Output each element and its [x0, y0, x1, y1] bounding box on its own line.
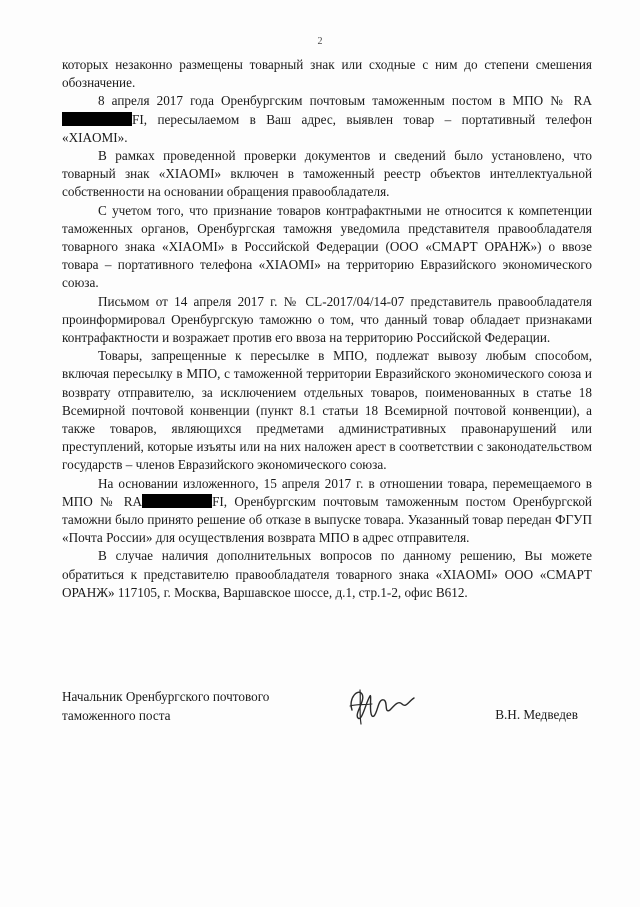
signatory-title-line-1: Начальник Оренбургского почтового: [62, 689, 270, 704]
paragraph-2-before: 8 апреля 2017 года Оренбургским почтовым таможенным постом в МПО № RA: [98, 93, 592, 109]
redaction-box: [142, 494, 212, 508]
letter-body: [62, 56, 592, 602]
paragraph-2: [62, 92, 592, 147]
paragraph-6: Товары, запрещенные к пересылке в МПО, подлежат вывозу любым способом, включая пересылку в МПО, с таможенной территории Евразийского экономического союза и возврату отправителю, за исключением отдельных товаров, поименованных в статье 18 Всемирной почтовой конвенции (пункт 8.1 статьи 18 Всемирной почтовой конвенции), а также товаров, являющихся предметами административных правонарушений или преступлений, которые изъяты или на них наложен арест в соответствии с законодательством государств – членов Евразийского экономического союза.: [62, 348, 592, 473]
paragraph-3: В рамках проведенной проверки документов и сведений было установлено, что товарный знак «XIAOMI» включен в таможенный реестр объектов интеллектуальной собственности на основании обращения правообладателя.: [62, 148, 592, 200]
paragraph-8: В случае наличия дополнительных вопросов по данному решению, Вы можете обратиться к представителю правообладателя товарного знака «XIAOMI» ООО «СМАРТ ОРАНЖ» 117105, г. Москва, Варшавское шоссе, д.1, стр.1-2, офис В612.: [62, 548, 592, 600]
signatory-name: В.Н. Медведев: [495, 707, 578, 722]
paragraph-4: С учетом того, что признание товаров контрафактными не относится к компетенции таможенных органов, Оренбургская таможня уведомила представителя правообладателя товарного знака «XIAOMI» в Российской Федерации (ООО «СМАРТ ОРАНЖ») о ввозе товара – портативного телефона «XIAOMI» на территорию Евразийского экономического союза.: [62, 202, 592, 291]
paragraph-7-before: На основании изложенного, 15 апреля 2017 г. в отношении товара, перемещаемого в МПО № RA: [62, 475, 592, 509]
paragraph-5: Письмом от 14 апреля 2017 г. № CL-2017/04/14-07 представитель правообладателя проинформировал Оренбургскую таможню о том, что данный товар обладает признаками контрафактности и возражает против его ввоза на территорию Российской Федерации.: [62, 293, 592, 346]
signatory-title-line-2: таможенного поста: [62, 707, 171, 723]
paragraph-7: [62, 475, 592, 548]
paragraph-2-after: FI, пересылаемом в Ваш адрес, выявлен товар – портативный телефон «XIAOMI».: [62, 111, 592, 145]
redaction-box: [62, 112, 132, 126]
signatory-title: [62, 688, 269, 725]
signature-block: [62, 688, 592, 748]
handwritten-signature-icon: [344, 680, 422, 728]
page-number: 2: [317, 36, 323, 47]
paragraph-7-after: FI, Оренбургским почтовым таможенным постом Оренбургской таможни было принято решение об отказе в выпуске товара. Указанный товар передан ФГУП «Почта России» для осуществления возврата МПО в адрес отправителя.: [62, 493, 592, 546]
paragraph-1: которых незаконно размещены товарный знак или сходные с ним до степени смешения обозначение.: [62, 57, 592, 91]
